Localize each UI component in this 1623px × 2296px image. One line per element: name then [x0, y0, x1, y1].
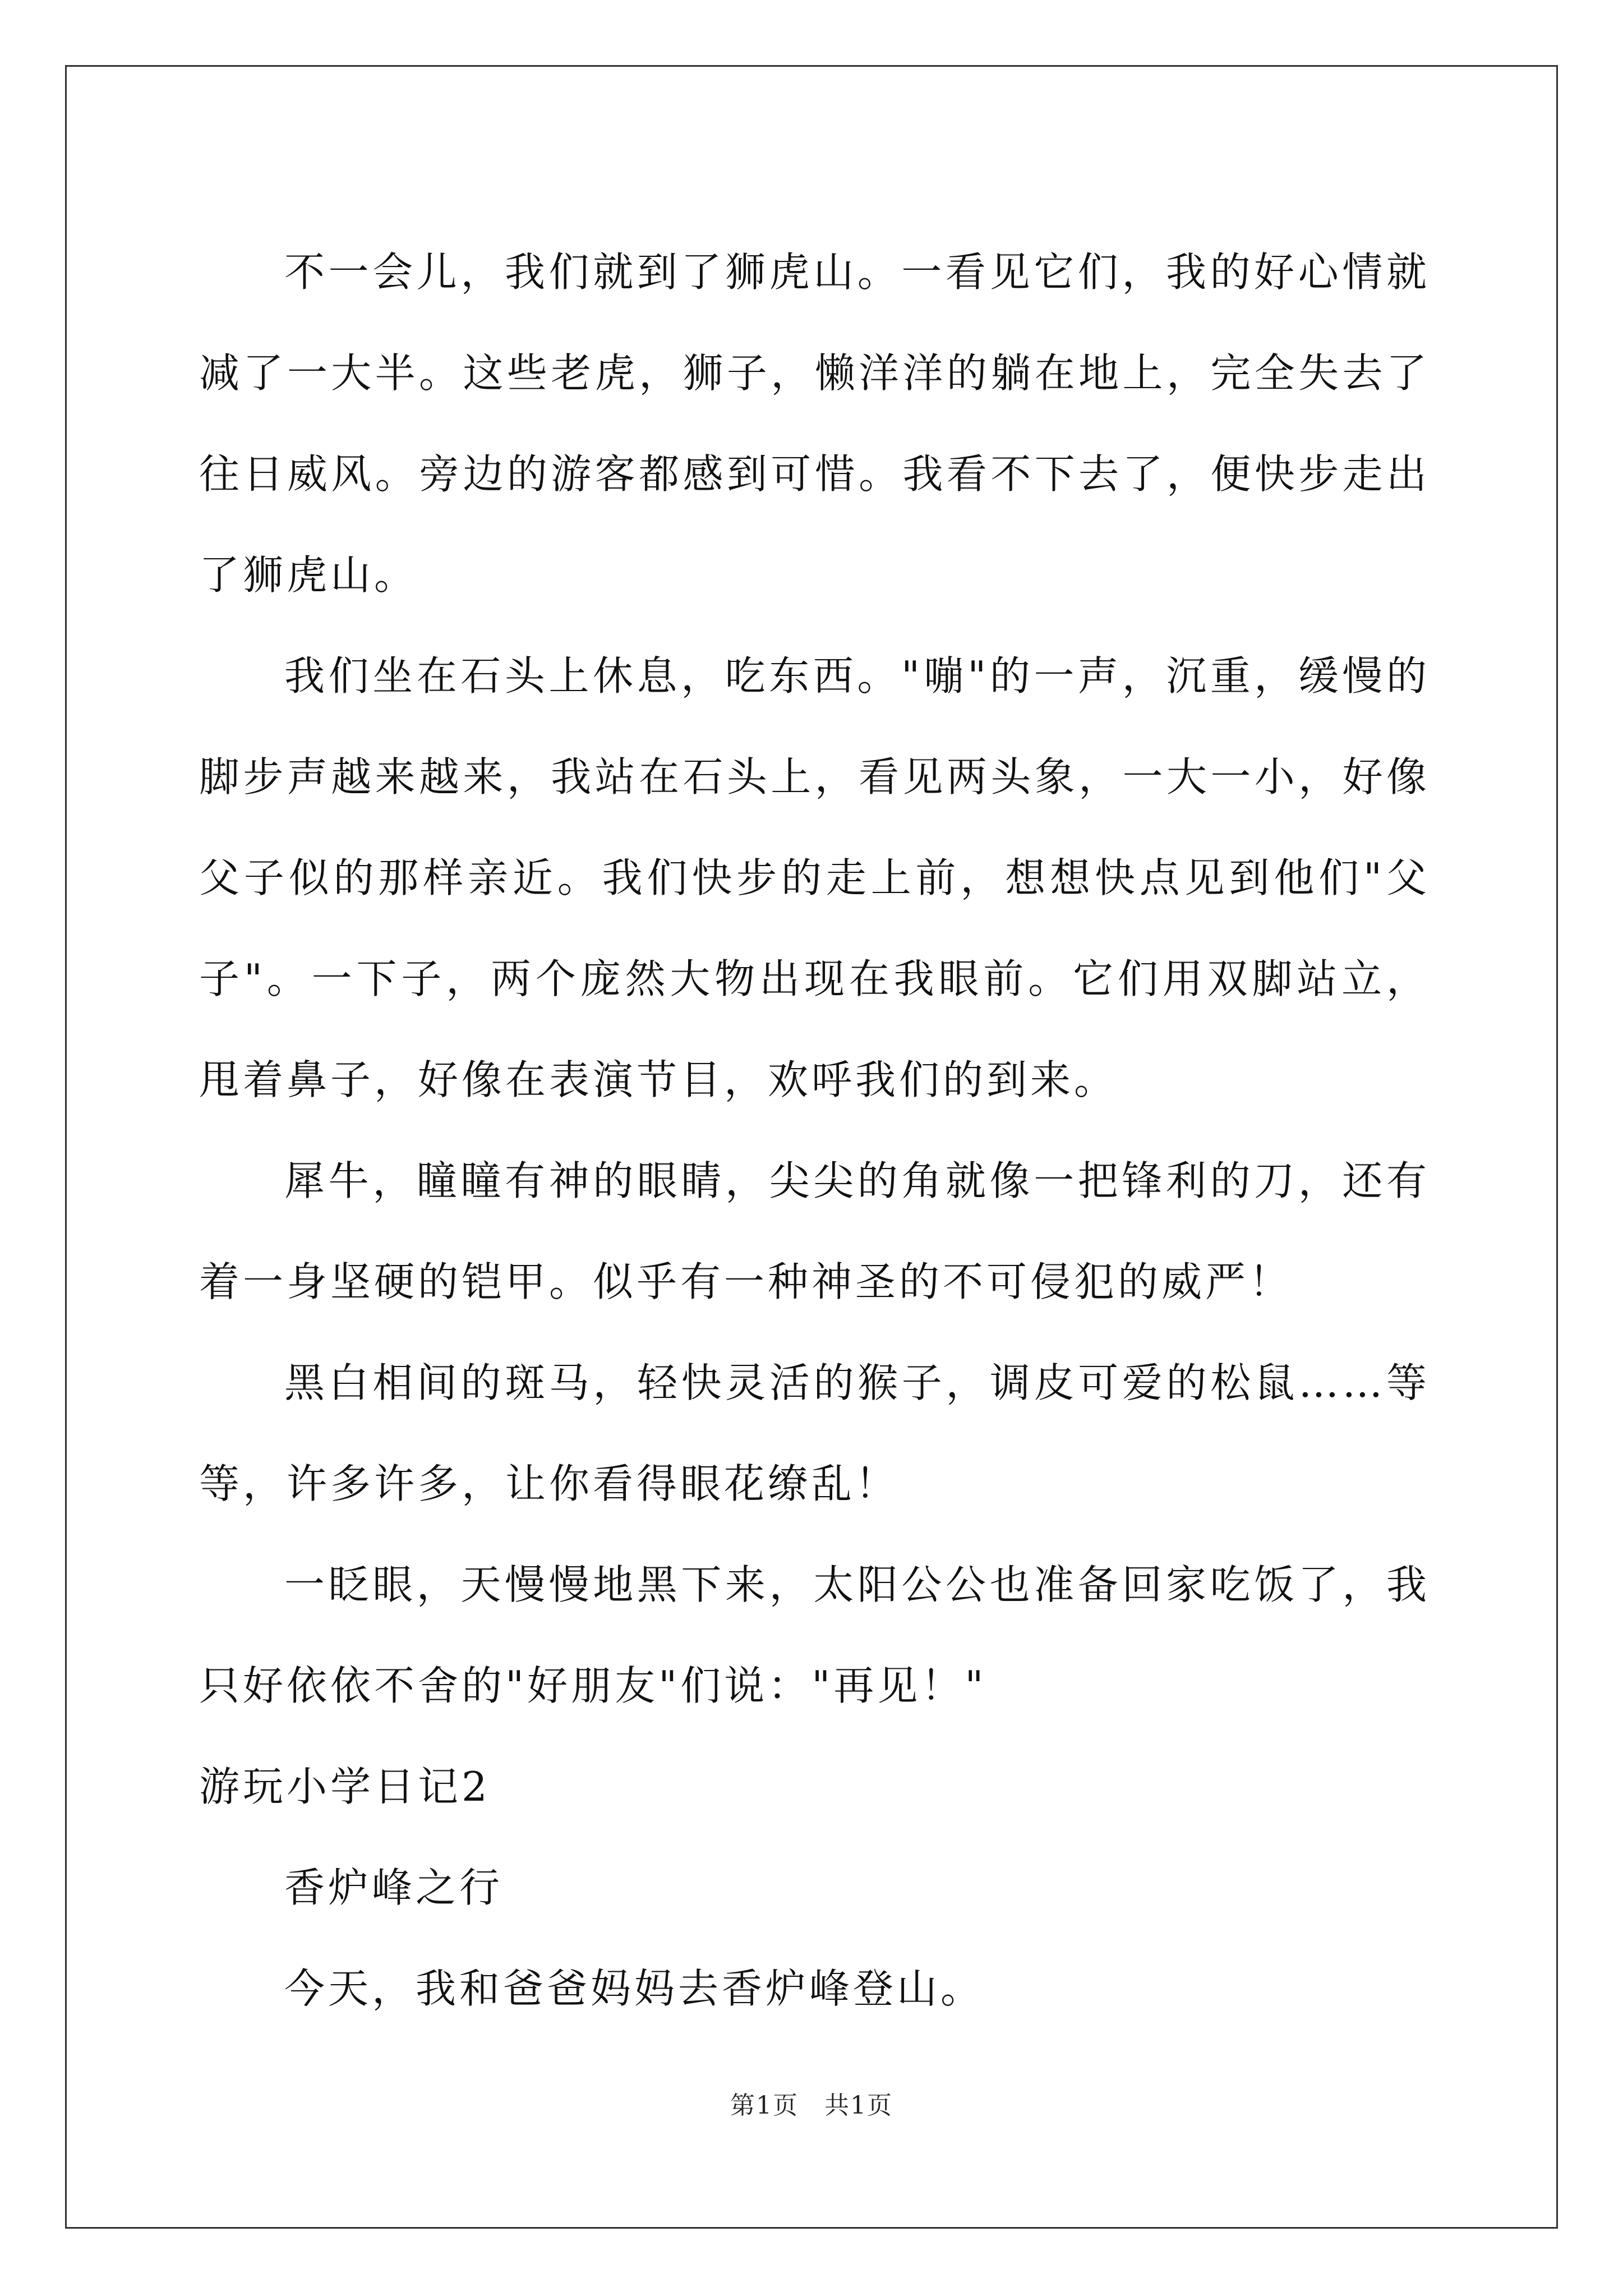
section-heading: 游玩小学日记2 [199, 1763, 491, 1810]
paragraph: 一眨眼，天慢慢地黑下来，太阳公公也准备回家吃饭了，我只好依依不舍的"好朋友"们说："再见！" [199, 1561, 1430, 1709]
paragraph: 我们坐在石头上休息，吃东西。"嘣"的一声，沉重，缓慢的脚步声越来越来，我站在石头上，看见两头象，一大一小，好像父子似的那样亲近。我们快步的走上前，想想快点见到他们"父子"。一下子，两个庞然大物出现在我眼前。它们用双脚站立，甩着鼻子，好像在表演节目，欢呼我们的到来。 [199, 652, 1430, 1103]
paragraph-subtitle: 香炉峰之行 [284, 1864, 504, 1911]
paragraph: 犀牛，瞳瞳有神的眼睛，尖尖的角就像一把锋利的刀，还有着一身坚硬的铠甲。似乎有一种神圣的不可侵犯的威严！ [199, 1157, 1430, 1305]
paragraph: 黑白相间的斑马，轻快灵活的猴子，调皮可爱的松鼠……等等，许多许多，让你看得眼花缭乱！ [199, 1359, 1430, 1507]
document-body [199, 222, 1430, 2039]
paragraph: 今天，我和爸爸妈妈去香炉峰登山。 [284, 1965, 985, 2012]
page-number-footer: 第1页 共1页 [730, 2091, 893, 2120]
paragraph: 不一会儿，我们就到了狮虎山。一看见它们，我的好心情就减了一大半。这些老虎，狮子，懒洋洋的躺在地上，完全失去了往日威风。旁边的游客都感到可惜。我看不下去了，便快步走出了狮虎山。 [199, 249, 1430, 599]
